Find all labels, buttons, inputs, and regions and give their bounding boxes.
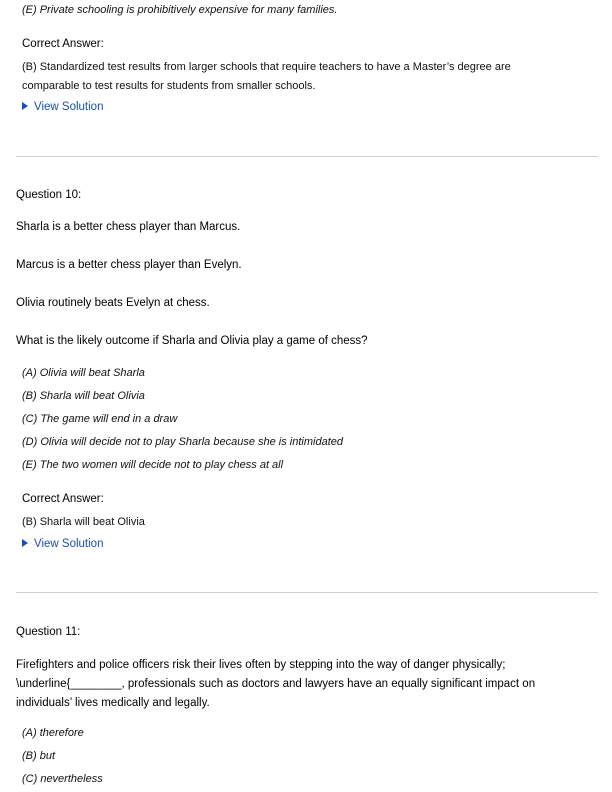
q11-option-a: (A) therefore [22,727,84,739]
divider [16,592,598,593]
q10-answer: (B) Sharla will beat Olivia [22,516,145,528]
q10-view-solution-link[interactable] [22,538,103,550]
prev-view-solution-link[interactable] [22,101,103,113]
prev-correct-answer-label: Correct Answer: [22,38,104,50]
q11-stem-line-3: individuals’ lives medically and legally. [16,697,210,709]
prev-view-solution-label: View Solution [34,101,104,113]
q10-option-a: (A) Olivia will beat Sharla [22,367,145,379]
q10-view-solution-label: View Solution [34,538,104,550]
triangle-right-icon [22,539,28,547]
q10-premise-1: Sharla is a better chess player than Marcus. [16,221,241,233]
q10-question: What is the likely outcome if Sharla and Olivia play a game of chess? [16,335,368,347]
q10-premise-3: Olivia routinely beats Evelyn at chess. [16,297,210,309]
q10-option-b: (B) Sharla will beat Olivia [22,390,145,402]
q10-option-d: (D) Olivia will decide not to play Sharla because she is intimidated [22,436,343,448]
prev-answer-line-2: comparable to test results for students from smaller schools. [22,80,316,92]
q11-stem [16,656,586,713]
triangle-right-icon [22,102,28,110]
q11-stem-line-1: Firefighters and police officers risk their lives often by stepping into the way of danger physically; [16,659,506,671]
prev-option-e: (E) Private schooling is prohibitively expensive for many families. [22,4,338,16]
prev-answer-line-1: (B) Standardized test results from larger schools that require teachers to have a Master’s degree are [22,61,511,73]
q11-option-c: (C) nevertheless [22,773,103,785]
q10-option-c: (C) The game will end in a draw [22,413,178,425]
q10-title: Question 10: [16,189,82,201]
q10-option-e: (E) The two women will decide not to play chess at all [22,459,284,471]
q10-correct-answer-label: Correct Answer: [22,493,104,505]
q11-stem-line-2: \underline{________, professionals such as doctors and lawyers have an equally significant impact on [16,678,536,690]
q11-option-b: (B) but [22,750,56,762]
q11-title: Question 11: [16,626,81,638]
q10-premise-2: Marcus is a better chess player than Evelyn. [16,259,242,271]
divider [16,156,598,157]
